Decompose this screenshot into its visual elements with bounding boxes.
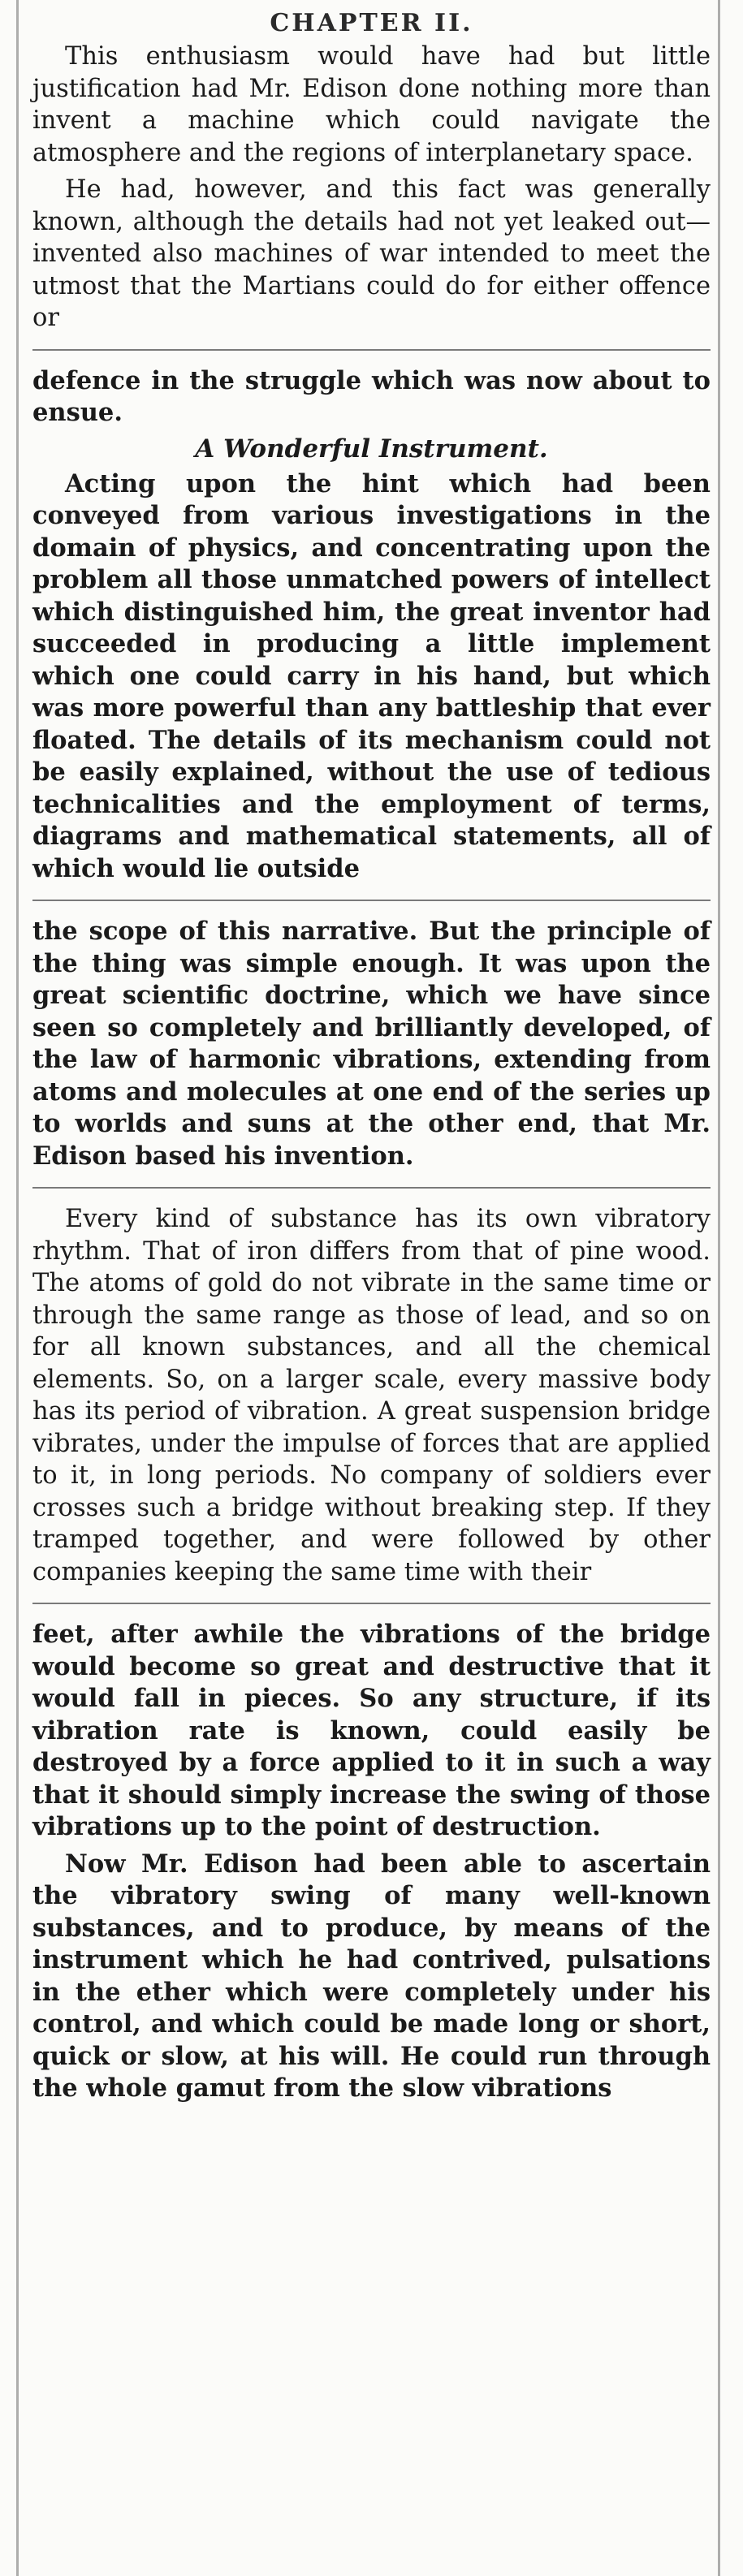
text-section-2 (32, 365, 711, 465)
column-divider (32, 1603, 711, 1604)
paragraph-bridge-destruction: feet, after awhile the vibrations of the bridge would become so great and destructive that it would fall in pieces. So any structure, if its vibration rate is known, could easily be destroyed by a force applied to it in such a way that it should simply increase the swing of those vibrations up to the point of destruction. (32, 1620, 711, 1841)
paragraph-edison-instrument: Now Mr. Edison had been able to ascertain the vibratory swing of many well-known substances, and to produce, by means of the instrument which he had contrived, pulsations in the ether which were completely under his control, and which could be made long or short, quick or slow, at his will. He could run through the whole gamut from the slow vibrations (32, 1849, 711, 2103)
paragraph-machines-of-war: He had, however, and this fact was generally known, although the details had not yet leaked out—invented also machines of war intended to meet the utmost that the Martians could do for either offence or (32, 175, 711, 332)
paragraph-vibratory-rhythm: Every kind of substance has its own vibratory rhythm. That of iron differs from that of pine wood. The atoms of gold do not vibrate in the same time or through the same range as those of lead, and so on for all known substances, and all the chemical elements. So, on a larger scale, every massive body has its period of vibration. A great suspension bridge vibrates, under the impulse of forces that are applied to it, in long periods. No company of soldiers ever crosses such a bridge without breaking step. If they tramped together, and were followed by other companies keeping the same time with their (32, 1205, 711, 1586)
right-column-edge (718, 0, 720, 2576)
text-section-6 (32, 1619, 711, 2105)
subheading: A Wonderful Instrument. (195, 434, 548, 464)
column-divider (32, 900, 711, 901)
paragraph-scope-of-narrative: the scope of this narrative. But the principle of the thing was simple enough. It was upon the great scientific doctrine, which we have since seen so completely and brilliantly developed, of the law of harmonic vibrations, extending from atoms and molecules at one end of the series up to worlds and suns at the other end, that Mr. Edison based his invention. (32, 917, 711, 1171)
column-divider (32, 1187, 711, 1189)
paragraph-defence: defence in the struggle which was now about to ensue. (32, 365, 711, 427)
column-divider (32, 349, 711, 351)
paragraph-enthusiasm: This enthusiasm would have had but little justification had Mr. Edison done nothing more than invent a machine which could navigate the atmosphere and the regions of interplanetary space. (32, 42, 711, 167)
chapter-title: CHAPTER II. (270, 9, 473, 37)
text-section-4 (32, 916, 711, 1172)
text-section-3 (32, 468, 711, 886)
left-column-edge (16, 0, 19, 2576)
paragraph-acting-upon-hint: Acting upon the hint which had been conveyed from various investigations in the domain of physics, and concentrating upon the problem all those unmatched powers of intellect which distinguished him, the great inventor had succeeded in producing a little implement which one could carry in his hand, but which was more powerful than any battleship that ever floated. The details of its mechanism could not be easily explained, without the use of tedious technicalities and the employment of terms, diagrams and mathematical statements, all of which would lie outside (32, 468, 711, 883)
text-section-1 (32, 41, 711, 334)
text-section-5 (32, 1203, 711, 1588)
